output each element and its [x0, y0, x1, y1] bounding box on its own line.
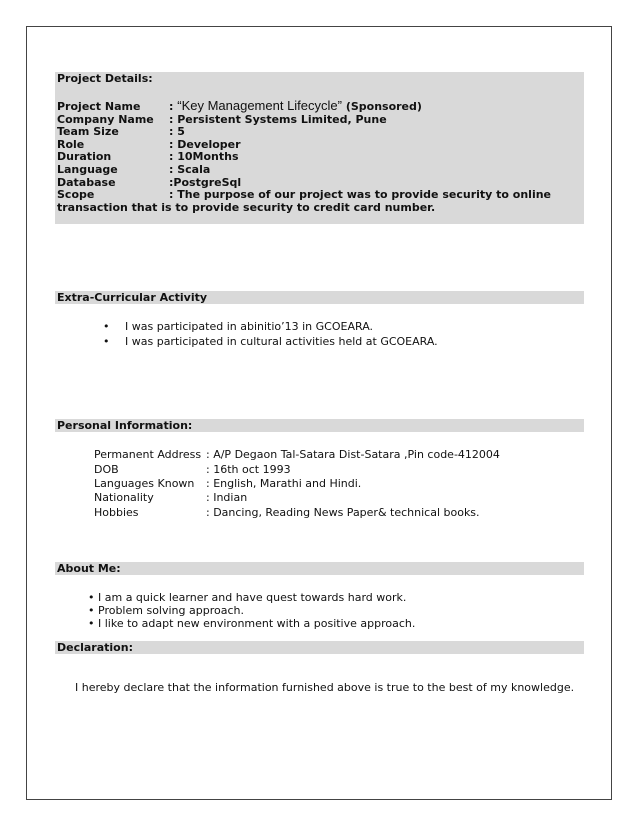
list-item — [103, 320, 373, 333]
scope-label: Scope — [57, 188, 95, 201]
nationality-value: : Indian — [206, 491, 248, 504]
scope-continuation: transaction that is to provide security to credit card number. — [57, 201, 436, 214]
language-value: : Scala — [169, 163, 211, 176]
list-item-text: I was participated in abinitio’13 in GCOEARA. — [125, 320, 374, 333]
list-item-text: I was participated in cultural activities held at GCOEARA. — [125, 335, 438, 348]
hobbies-value: : Dancing, Reading News Paper& technical books. — [206, 506, 480, 519]
list-item — [88, 591, 406, 604]
database-value: :PostgreSql — [169, 176, 242, 189]
list-item — [88, 604, 244, 617]
dob-value: : 16th oct 1993 — [206, 463, 291, 476]
hobbies-label: Hobbies — [94, 506, 139, 519]
languages-value: : English, Marathi and Hindi. — [206, 477, 362, 490]
bullet-icon: • — [88, 617, 95, 630]
personal-row-languages — [94, 477, 361, 490]
language-label: Language — [57, 163, 118, 176]
personal-row-address — [94, 448, 500, 461]
bullet-icon: • — [88, 591, 95, 604]
project-name-label: Project Name — [57, 100, 141, 113]
project-name-value: “Key Management Lifecycle” — [177, 98, 342, 113]
declaration-text: I hereby declare that the information furnished above is true to the best of my knowledge. — [75, 681, 575, 694]
project-row-language — [57, 163, 210, 176]
project-row-duration — [57, 150, 239, 163]
personal-row-nationality — [94, 491, 247, 504]
project-row-scope — [57, 188, 551, 201]
project-row-name — [57, 98, 422, 113]
about-me-heading: About Me: — [55, 562, 584, 575]
languages-label: Languages Known — [94, 477, 195, 490]
personal-row-dob — [94, 463, 291, 476]
team-size-label: Team Size — [57, 125, 119, 138]
dob-label: DOB — [94, 463, 119, 476]
project-row-team — [57, 125, 185, 138]
bullet-icon: • — [88, 604, 95, 617]
bullet-icon: • — [103, 335, 110, 348]
list-item-text: I like to adapt new environment with a positive approach. — [98, 617, 416, 630]
role-value: : Developer — [169, 138, 241, 151]
address-label: Permanent Address — [94, 448, 202, 461]
team-size-value: : 5 — [169, 125, 185, 138]
project-details-heading: Project Details: — [57, 72, 153, 85]
project-name-prefix: : — [169, 100, 178, 113]
extra-curricular-heading: Extra-Curricular Activity — [55, 291, 584, 304]
company-value: : Persistent Systems Limited, Pune — [169, 113, 387, 126]
company-label: Company Name — [57, 113, 154, 126]
duration-label: Duration — [57, 150, 112, 163]
project-name-suffix: (Sponsored) — [341, 100, 422, 113]
project-details-block — [55, 72, 584, 224]
scope-value: : The purpose of our project was to provide security to online — [169, 188, 552, 201]
database-label: Database — [57, 176, 116, 189]
list-item-text: Problem solving approach. — [98, 604, 244, 617]
address-value: : A/P Degaon Tal-Satara Dist-Satara ,Pin code-412004 — [206, 448, 500, 461]
personal-info-heading: Personal Information: — [55, 419, 584, 432]
list-item — [88, 617, 415, 630]
bullet-icon: • — [103, 320, 110, 333]
list-item — [103, 335, 438, 348]
role-label: Role — [57, 138, 85, 151]
nationality-label: Nationality — [94, 491, 154, 504]
duration-value: : 10Months — [169, 150, 239, 163]
list-item-text: I am a quick learner and have quest towards hard work. — [98, 591, 407, 604]
declaration-heading: Declaration: — [55, 641, 584, 654]
personal-row-hobbies — [94, 506, 480, 519]
